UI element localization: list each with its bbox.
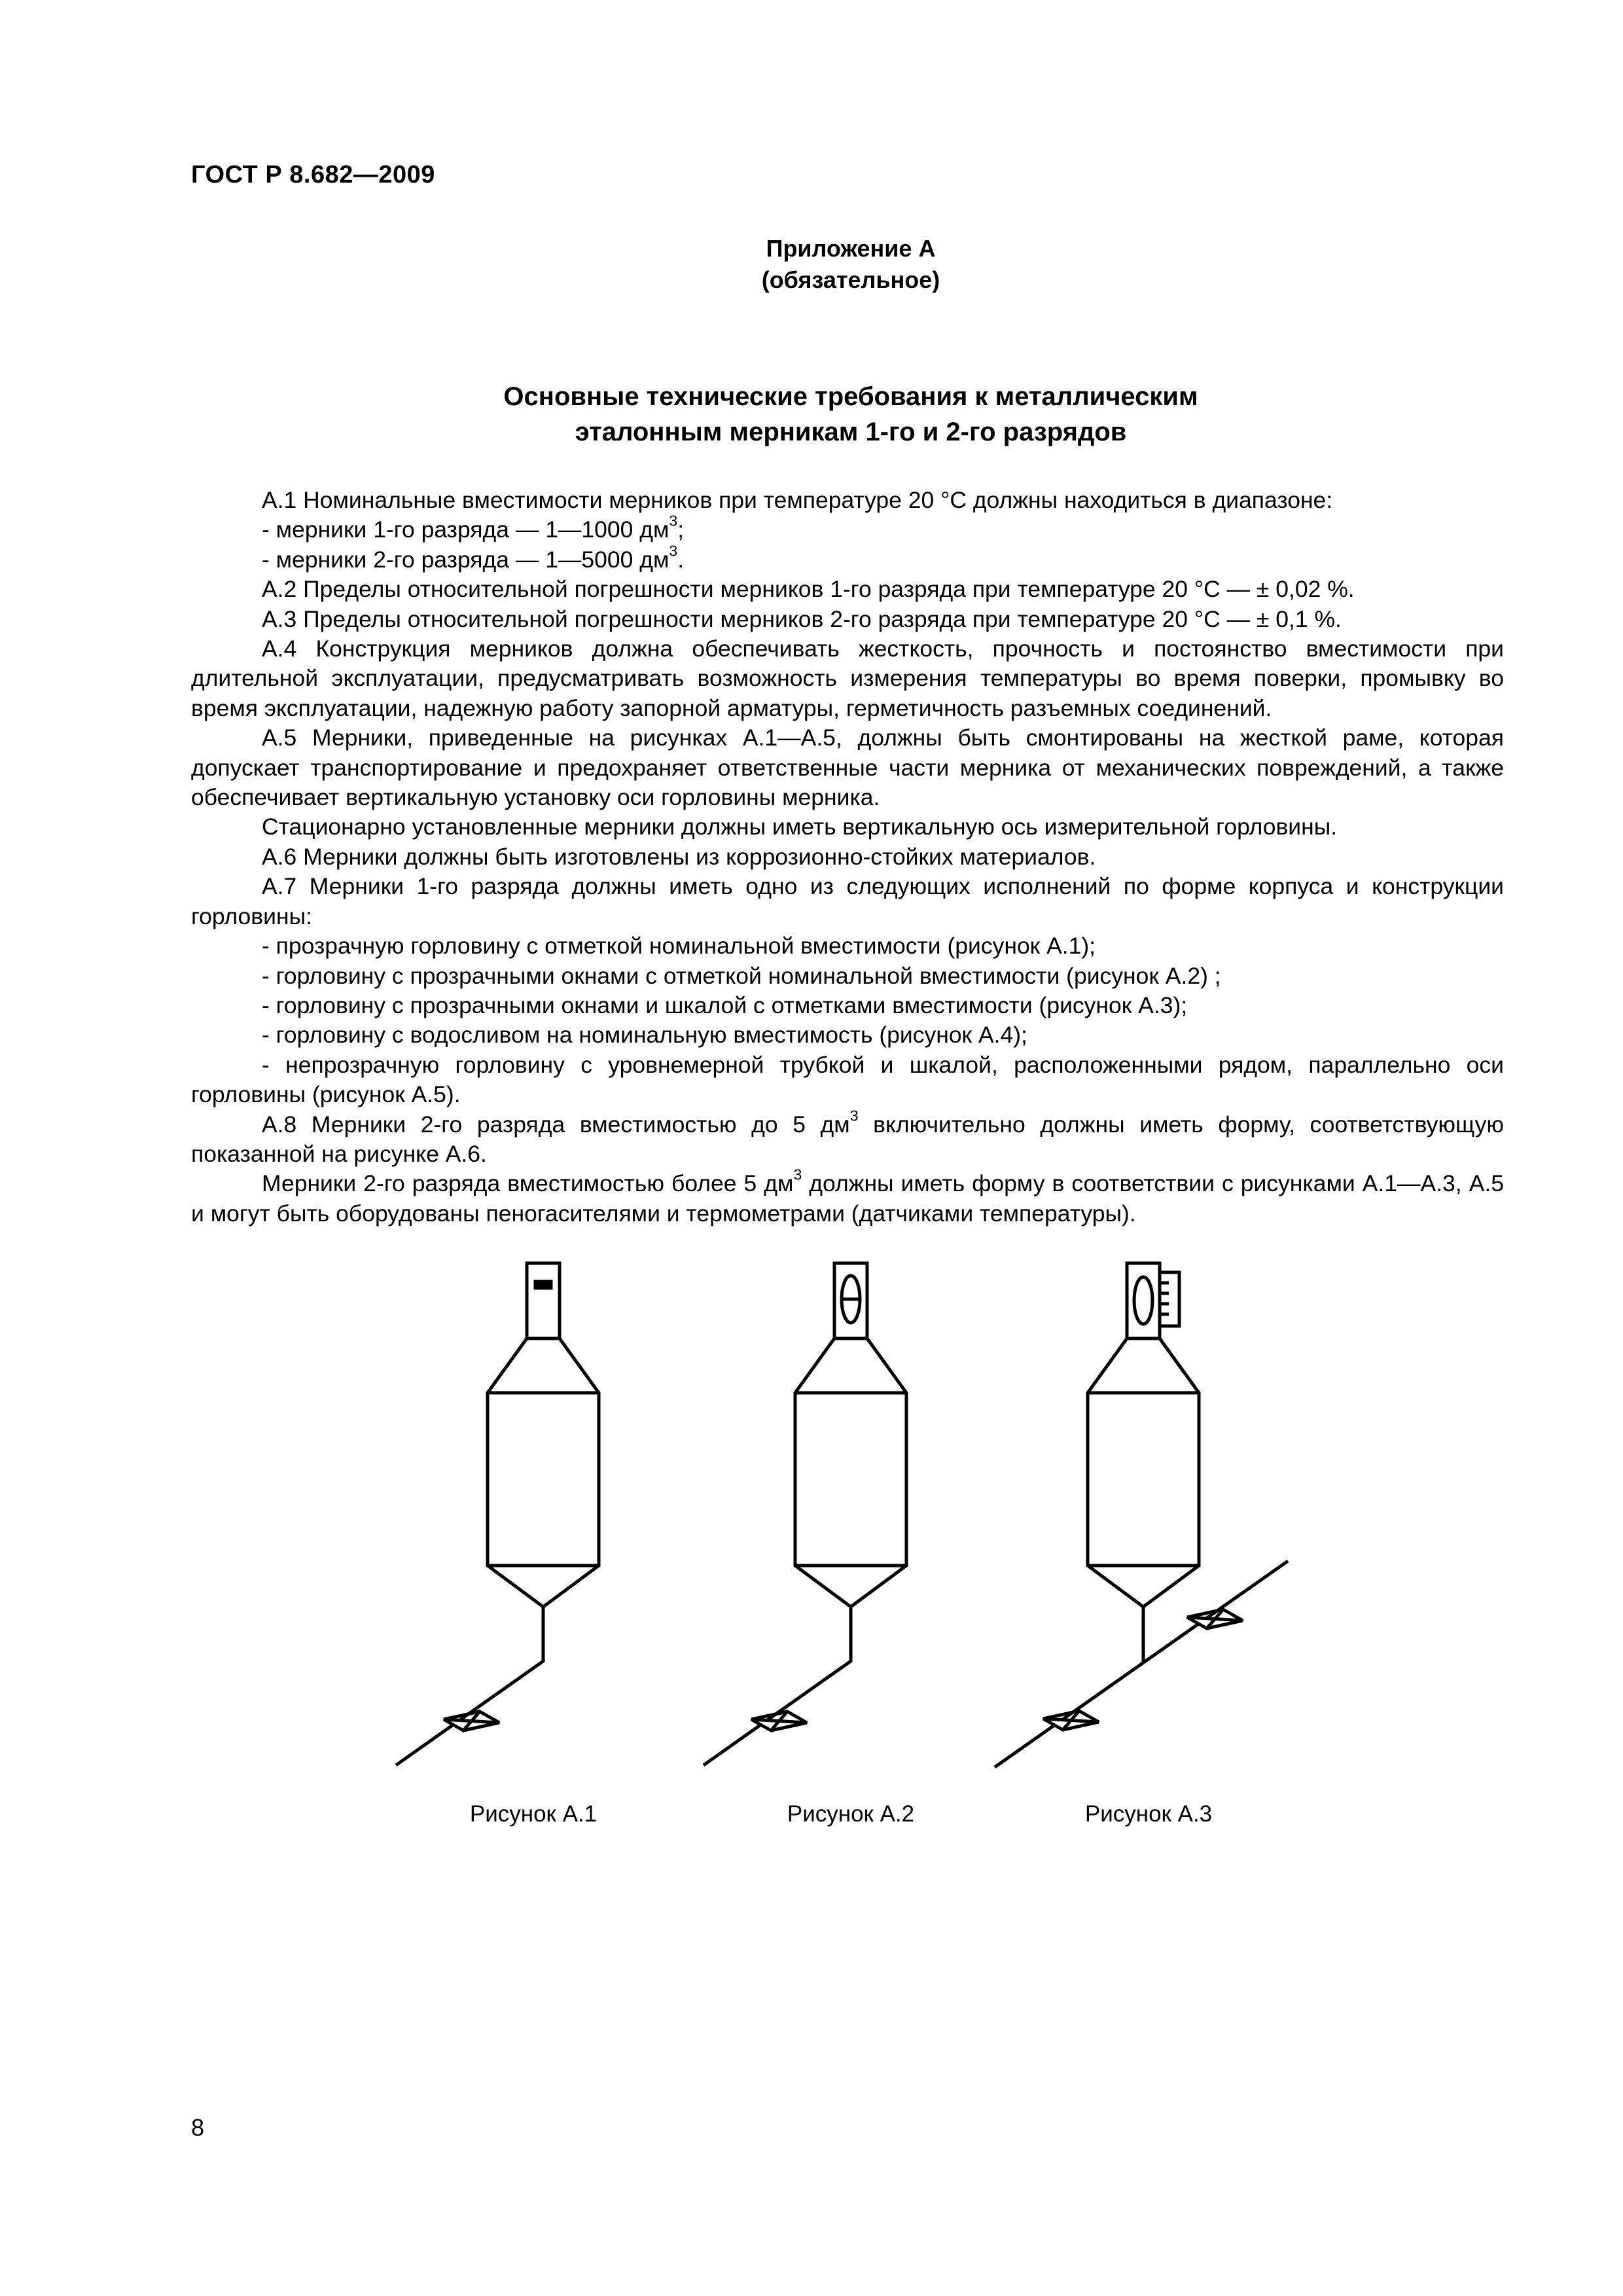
section-title-line2: эталонным мерникам 1-го и 2-го разрядов — [575, 418, 1127, 446]
figure-a3-caption: Рисунок А.3 — [1084, 1801, 1213, 1827]
paragraph-a7: А.7 Мерники 1-го разряда должны иметь одно из следующих исполнений по форме корпуса и конструкции горловины: — [191, 873, 1504, 929]
list-item-class2-range: - мерники 2-го разряда — 1—5000 $дм^3$. — [262, 542, 685, 573]
figure-a1-valve-icon — [444, 1712, 499, 1731]
paragraph-class2-large: Мерники 2-го разряда вместимостью более 5 $дм^3$ должны иметь форму в соответствии с рисунками А.1—А.3, А.5 и могут быть оборудованы пеногасителями и термометрами (датчиками температуры). — [191, 1166, 1504, 1227]
figure-a2-valve-icon — [751, 1712, 807, 1731]
list-item-class1-range: - мерники 1-го разряда — 1—1000 $дм^3$; — [262, 512, 685, 543]
list-item-neck-a5: - непрозрачную горловину с уровнемерной трубкой и шкалой, расположенными рядом, параллельно оси горловины (рисунок А.5). — [191, 1051, 1504, 1108]
figure-a3-vessel — [995, 1263, 1288, 1767]
list-item-neck-a3: - горловину с прозрачными окнами и шкалой с отметками вместимости (рисунок А.3); — [262, 992, 1188, 1018]
list-item-neck-a4: - горловину с водосливом на номинальную вместимость (рисунок А.4); — [262, 1022, 1027, 1049]
paragraph-a3: А.3 Пределы относительной погрешности мерников 2-го разряда при температуре 20 °С — ± 0,1 %. — [262, 605, 1342, 632]
list-item-neck-a2: - горловину с прозрачными окнами с отметкой номинальной вместимости (рисунок А.2) ; — [262, 962, 1221, 989]
paragraph-a5: А.5 Мерники, приведенные на рисунках А.1—А.5, должны быть смонтированы на жесткой раме, которая допускает транспортирование и предохраняет ответственные части мерника от механических повреждений, а также обеспечивает вертикальную установку оси горловины мерника. — [191, 725, 1504, 811]
paragraph-a4: А.4 Конструкция мерников должна обеспечивать жесткость, прочность и постоянство вместимости при длительной эксплуатации, предусматривать возможность измерения температуры во время поверки, промывку во время эксплуатации, надежную работу запорной арматуры, герметичность разъемных соединений. — [191, 636, 1504, 721]
list-item-neck-a1: - прозрачную горловину с отметкой номинальной вместимости (рисунок А.1); — [262, 933, 1096, 960]
figure-a1-vessel — [396, 1263, 599, 1765]
paragraph-a8: А.8 Мерники 2-го разряда вместимостью до 5 $дм^3$ включительно должны иметь форму, соответствующую показанной на рисунке А.6. — [191, 1107, 1505, 1167]
figure-a1-caption: Рисунок А.1 — [469, 1801, 597, 1827]
page-number: 8 — [191, 2114, 205, 2141]
figure-a2-vessel — [704, 1263, 906, 1765]
standard-code: ГОСТ Р 8.682—2009 — [191, 161, 435, 188]
paragraph-a1: А.1 Номинальные вместимости мерников при температуре 20 °С должны находиться в диапазоне: — [262, 487, 1333, 513]
figure-a2-caption: Рисунок А.2 — [787, 1801, 915, 1827]
section-title-line1: Основные технические требования к металлическим — [503, 382, 1198, 411]
appendix-label: Приложение А — [766, 235, 936, 262]
appendix-status: (обязательное) — [761, 266, 940, 293]
paragraph-stationary: Стационарно установленные мерники должны иметь вертикальную ось измерительной горловины. — [262, 814, 1338, 840]
paragraph-a2: А.2 Пределы относительной погрешности мерников 1-го разряда при температуре 20 °С — ± 0,02 %. — [262, 576, 1355, 603]
paragraph-a6: А.6 Мерники должны быть изготовлены из коррозионно-стойких материалов. — [262, 843, 1096, 870]
